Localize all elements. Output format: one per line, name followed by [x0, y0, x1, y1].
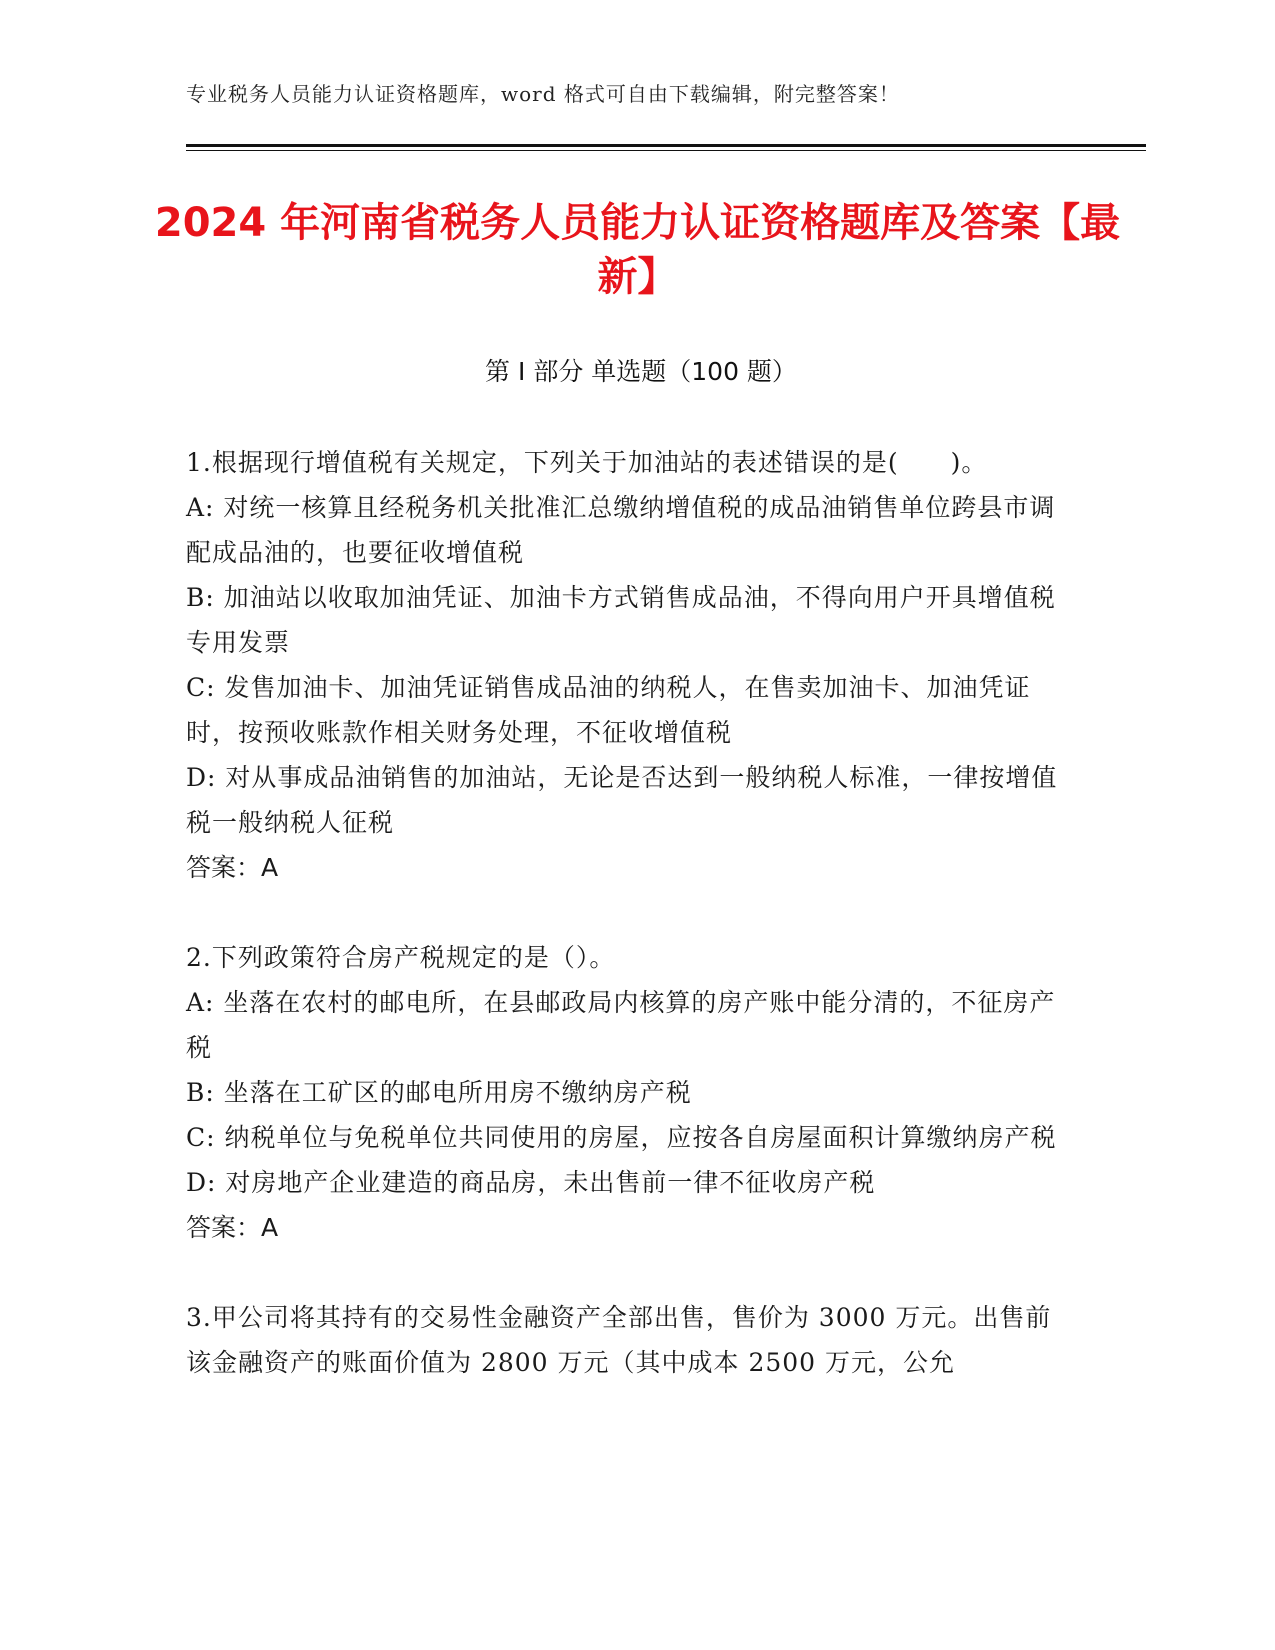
answer: 答案：A	[186, 1213, 279, 1242]
question-3	[186, 1295, 1066, 1385]
option-d: D: 对从事成品油销售的加油站，无论是否达到一般纳税人标准，一律按增值税一般纳税人征税	[186, 763, 1058, 837]
document-title: 2024 年河南省税务人员能力认证资格题库及答案【最新】	[154, 200, 1121, 300]
question-list	[186, 440, 1066, 1430]
question-stem: 1.根据现行增值税有关规定，下列关于加油站的表述错误的是( )。	[186, 448, 988, 477]
header-note: 专业税务人员能力认证资格题库，word 格式可自由下载编辑，附完整答案！	[186, 82, 900, 106]
header-rule-thick	[186, 144, 1146, 147]
option-b: B: 加油站以收取加油凭证、加油卡方式销售成品油，不得向用户开具增值税专用发票	[186, 583, 1056, 657]
question-1	[186, 440, 1066, 890]
section-title: 第 I 部分 单选题（100 题）	[485, 357, 797, 386]
option-b: B: 坐落在工矿区的邮电所用房不缴纳房产税	[186, 1078, 692, 1107]
header-rule-thin	[186, 150, 1146, 151]
option-c: C: 发售加油卡、加油凭证销售成品油的纳税人，在售卖加油卡、加油凭证时，按预收账款作相关财务处理，不征收增值税	[186, 673, 1031, 747]
option-a: A: 对统一核算且经税务机关批准汇总缴纳增值税的成品油销售单位跨县市调配成品油的，也要征收增值税	[186, 493, 1056, 567]
question-2	[186, 935, 1066, 1250]
question-stem: 3.甲公司将其持有的交易性金融资产全部出售，售价为 3000 万元。出售前该金融资产的账面价值为 2800 万元（其中成本 2500 万元，公允	[186, 1303, 1052, 1377]
option-d: D: 对房地产企业建造的商品房，未出售前一律不征收房产税	[186, 1168, 876, 1197]
option-a: A: 坐落在农村的邮电所，在县邮政局内核算的房产账中能分清的，不征房产税	[186, 988, 1056, 1062]
answer: 答案：A	[186, 853, 279, 882]
question-stem: 2.下列政策符合房产税规定的是（）。	[186, 943, 616, 972]
option-c: C: 纳税单位与免税单位共同使用的房屋，应按各自房屋面积计算缴纳房产税	[186, 1123, 1057, 1152]
